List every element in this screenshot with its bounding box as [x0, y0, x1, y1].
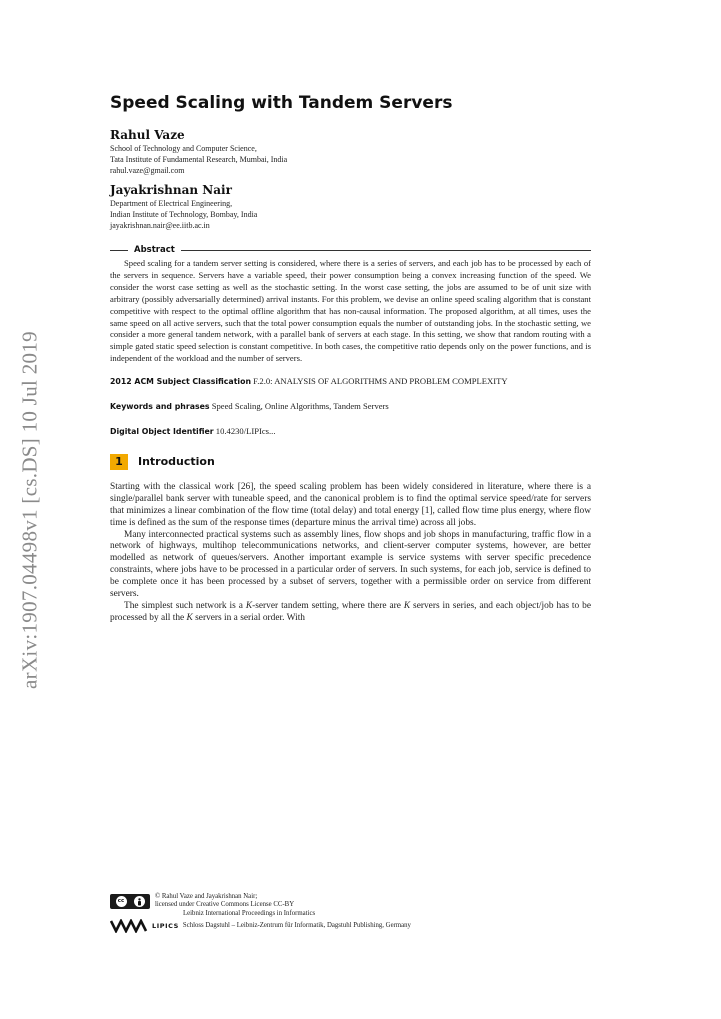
- paper-title: Speed Scaling with Tandem Servers: [110, 93, 453, 113]
- license-text: [155, 893, 315, 918]
- paragraph-text: servers in series, and each object/job has to be processed by all the: [110, 600, 592, 623]
- paragraph-text: -server tandem setting, where there are: [252, 600, 404, 611]
- abstract-text: Speed scaling for a tandem server setting is considered, where there is a series of servers, and each job has to be processed by each of the servers in sequence. Servers have a variable speed, their power consumption being a convex increasing function of the speed. We consider the worst case setting as well as the stochastic setting. In the worst case setting, the jobs are assumed to be of unit size with arbitrary (possibly adversarially determined) arrival instants. For this problem, we devise an online speed scaling algorithm that is constant competitive with respect to the optimal offline algorithm that has non-causal information. The proposed algorithm, at all times, uses the same speed on all active servers, such that the total power consumption equals the number of outstanding jobs. In the stochastic setting, we consider a more general tandem network, with a parallel bank of servers at each stage. In this setting, we show that random routing with a simple gated static speed selection is constant competitive. In both cases, the competitive ratio depends only on the power functions, and is independent of the workload and the number of servers.: [110, 258, 591, 364]
- paper-content: [110, 92, 591, 625]
- author-block-2: [110, 183, 591, 231]
- author-name: Rahul Vaze: [110, 128, 185, 142]
- paragraph-text: servers in a serial order. With: [192, 612, 305, 623]
- arxiv-id[interactable]: arXiv:1907.04498v1 [cs.DS] 10 Jul 2019: [17, 331, 42, 689]
- math-k: K: [186, 612, 193, 623]
- math-k: K: [403, 600, 411, 611]
- author-affiliation: Department of Electrical Engineering,: [110, 199, 233, 208]
- abstract-heading: [110, 245, 591, 255]
- doi-label: Digital Object Identifier: [110, 426, 214, 436]
- publisher-row: [110, 919, 591, 933]
- author-email[interactable]: jayakrishnan.nair@ee.iitb.ac.in: [110, 221, 210, 230]
- keywords-value: Speed Scaling, Online Algorithms, Tandem Servers: [211, 401, 389, 412]
- publisher-text: Schloss Dagstuhl – Leibniz-Zentrum für Informatik, Dagstuhl Publishing, Germany: [182, 922, 411, 930]
- section-title: Introduction: [138, 455, 215, 469]
- section-body: [110, 482, 591, 625]
- lipics-wordmark: LIPICS: [152, 922, 179, 931]
- author-email[interactable]: rahul.vaze@gmail.com: [110, 166, 185, 175]
- person-icon: [136, 898, 143, 906]
- abstract-heading-label: Abstract: [134, 245, 175, 255]
- cc-by-badge-icon[interactable]: [110, 894, 150, 909]
- abstract-rule-left: [110, 250, 128, 251]
- doi-value[interactable]: 10.4230/LIPIcs...: [215, 425, 276, 436]
- author-affiliation: Tata Institute of Fundamental Research, Mumbai, India: [110, 155, 288, 164]
- acm-classification-label: 2012 ACM Subject Classification: [110, 377, 251, 387]
- doi: [110, 426, 591, 438]
- acm-classification: [110, 376, 591, 388]
- acm-classification-value: F.2.0: ANALYSIS OF ALGORITHMS AND PROBLEM COMPLEXITY: [253, 376, 508, 387]
- license-row: [110, 893, 591, 918]
- license-name[interactable]: licensed under Creative Commons License CC-BY: [155, 901, 295, 909]
- keywords: [110, 401, 591, 413]
- section-heading: [110, 454, 591, 470]
- author-affiliation: School of Technology and Computer Science,: [110, 144, 257, 153]
- copyright-text: © Rahul Vaze and Jayakrishnan Nair;: [155, 893, 258, 900]
- by-person-icon: [134, 896, 145, 907]
- lipics-logo-icon: [110, 919, 148, 933]
- license-footer: [110, 893, 591, 933]
- keywords-label: Keywords and phrases: [110, 402, 210, 412]
- abstract-rule-right: [181, 250, 591, 251]
- arxiv-stamp: [10, 320, 50, 700]
- paragraph: [110, 601, 591, 625]
- author-name: Jayakrishnan Nair: [110, 183, 232, 197]
- paragraph-text: The simplest such network is a: [124, 600, 246, 611]
- cc-icon: cc: [116, 896, 127, 907]
- paragraph: Many interconnected practical systems such as assembly lines, flow shops and job shops in manufacturing, traffic flow in a network of highways, multihop telecommunications networks, and client-server computer systems, however, are better modelled as network of queues/servers. Another important example is service systems with server specific precedence constraints, where jobs have to be processed in a particular order of servers. In such systems, for each job, service is defined to be complete once it has been processed by a subset of servers, together with a permissible order on service from different servers.: [110, 529, 591, 600]
- paragraph: Starting with the classical work [26], the speed scaling problem has been widely considered in literature, where there is a single/parallel bank server with tuneable speed, and the canonical problem is to find the optimal service speed/rate for servers that minimizes a linear combination of the flow time (total delay) and total energy [1], called flow time plus energy, where flow time is defined as the sum of the response times (departure minus the arrival time) across all jobs.: [110, 481, 591, 528]
- author-block-1: [110, 128, 591, 176]
- math-k: K: [245, 600, 253, 611]
- author-affiliation: Indian Institute of Technology, Bombay, India: [110, 210, 258, 219]
- proceedings-name: Leibniz International Proceedings in Informatics: [183, 909, 316, 917]
- section-number-badge: 1: [110, 454, 128, 470]
